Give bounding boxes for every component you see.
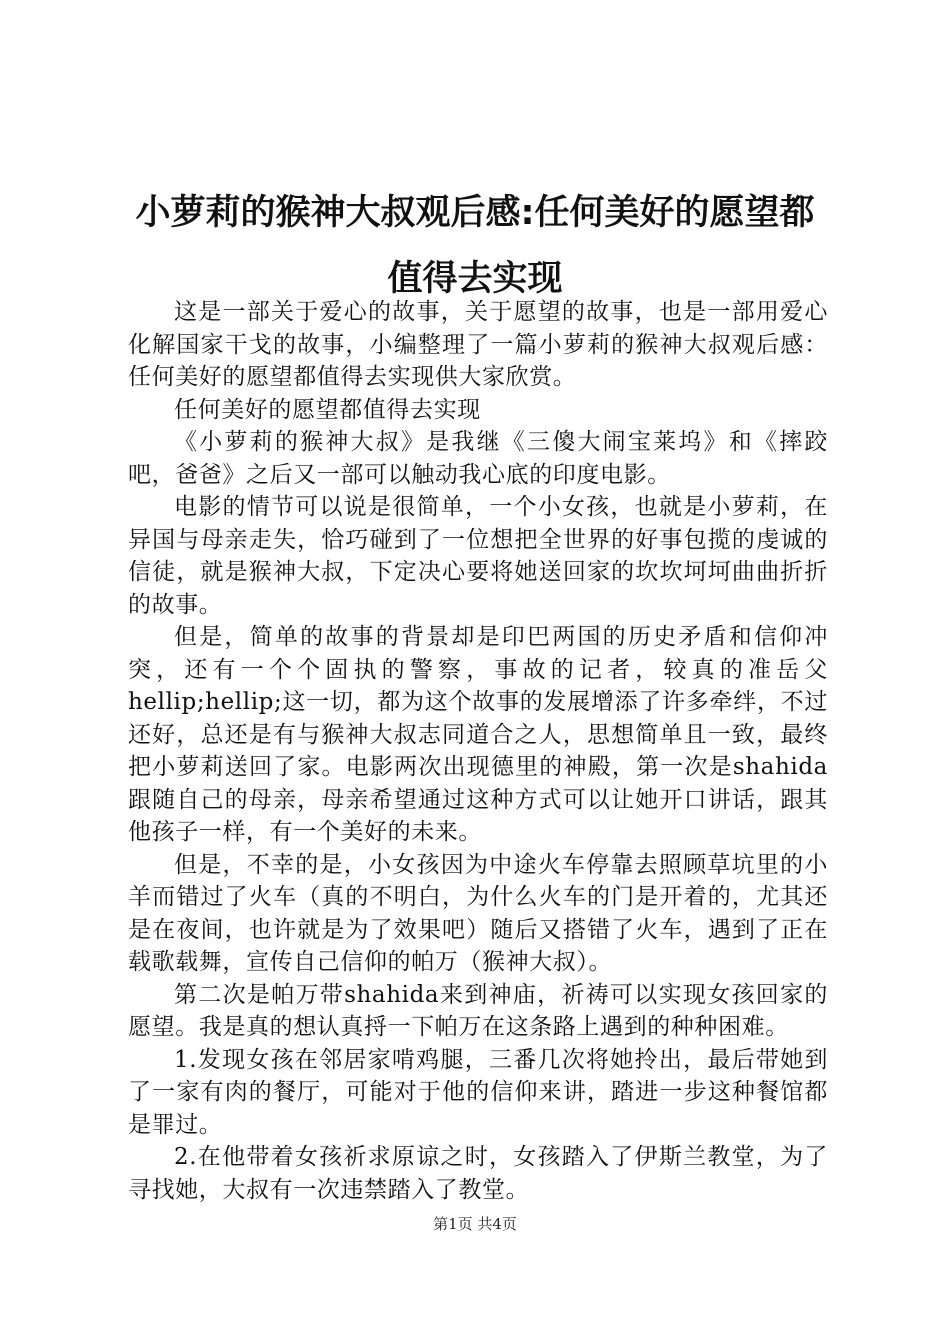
list-item: 1.发现女孩在邻居家啃鸡腿，三番几次将她拎出，最后带她到了一家有肉的餐厅，可能对于他的信仰来讲，踏进一步这种餐馆都是罪过。: [128, 1046, 828, 1138]
page-footer: 第1页 共4页: [433, 1215, 517, 1233]
paragraph-subtitle: 任何美好的愿望都值得去实现: [174, 396, 481, 423]
paragraph: 但是，不幸的是，小女孩因为中途火车停靠去照顾草坑里的小羊而错过了火车（真的不明白，为什么火车的门是开着的，尤其还是在夜间，也许就是为了效果吧）随后又搭错了火车，遇到了正在载歌载舞，宣传自己信仰的帕万（猴神大叔）。: [128, 851, 828, 975]
paragraph: 《小萝莉的猴神大叔》是我继《三傻大闹宝莱坞》和《摔跤吧，爸爸》之后又一部可以触动我心底的印度电影。: [128, 429, 828, 488]
title-line-1: 小萝莉的猴神大叔观后感:任何美好的愿望都: [135, 193, 815, 233]
paragraph: 但是，简单的故事的背景却是印巴两国的历史矛盾和信仰冲突，还有一个个固执的警察，事故的记者，较真的准岳父hellip;hellip;这一切，都为这个故事的发展增添了许多牵绊，不过还好，总还是有与猴神大叔志同道合之人，思想简单且一致，最终把小萝莉送回了家。电影两次出现德里的神殿，第一次是shahida跟随自己的母亲，母亲希望通过这种方式可以让她开口讲话，跟其他孩子一样，有一个美好的未来。: [128, 624, 828, 845]
title-line-2: 值得去实现: [387, 259, 563, 299]
paragraph: 电影的情节可以说是很简单，一个小女孩，也就是小萝莉，在异国与母亲走失，恰巧碰到了一位想把全世界的好事包揽的虔诚的信徒，就是猴神大叔，下定决心要将她送回家的坎坎坷坷曲曲折折的故事。: [128, 494, 828, 618]
paragraph-intro: 这是一部关于爱心的故事，关于愿望的故事，也是一部用爱心化解国家干戈的故事，小编整理了一篇小萝莉的猴神大叔观后感：任何美好的愿望都值得去实现供大家欣赏。: [128, 299, 828, 390]
document-title: [120, 180, 830, 312]
paragraph: 第二次是帕万带shahida来到神庙，祈祷可以实现女孩回家的愿望。我是真的想认真捋一下帕万在这条路上遇到的种种困难。: [128, 981, 828, 1040]
list-item: 2.在他带着女孩祈求原谅之时，女孩踏入了伊斯兰教堂，为了寻找她，大叔有一次违禁踏入了教堂。: [128, 1144, 828, 1203]
document-body: [128, 296, 828, 1206]
